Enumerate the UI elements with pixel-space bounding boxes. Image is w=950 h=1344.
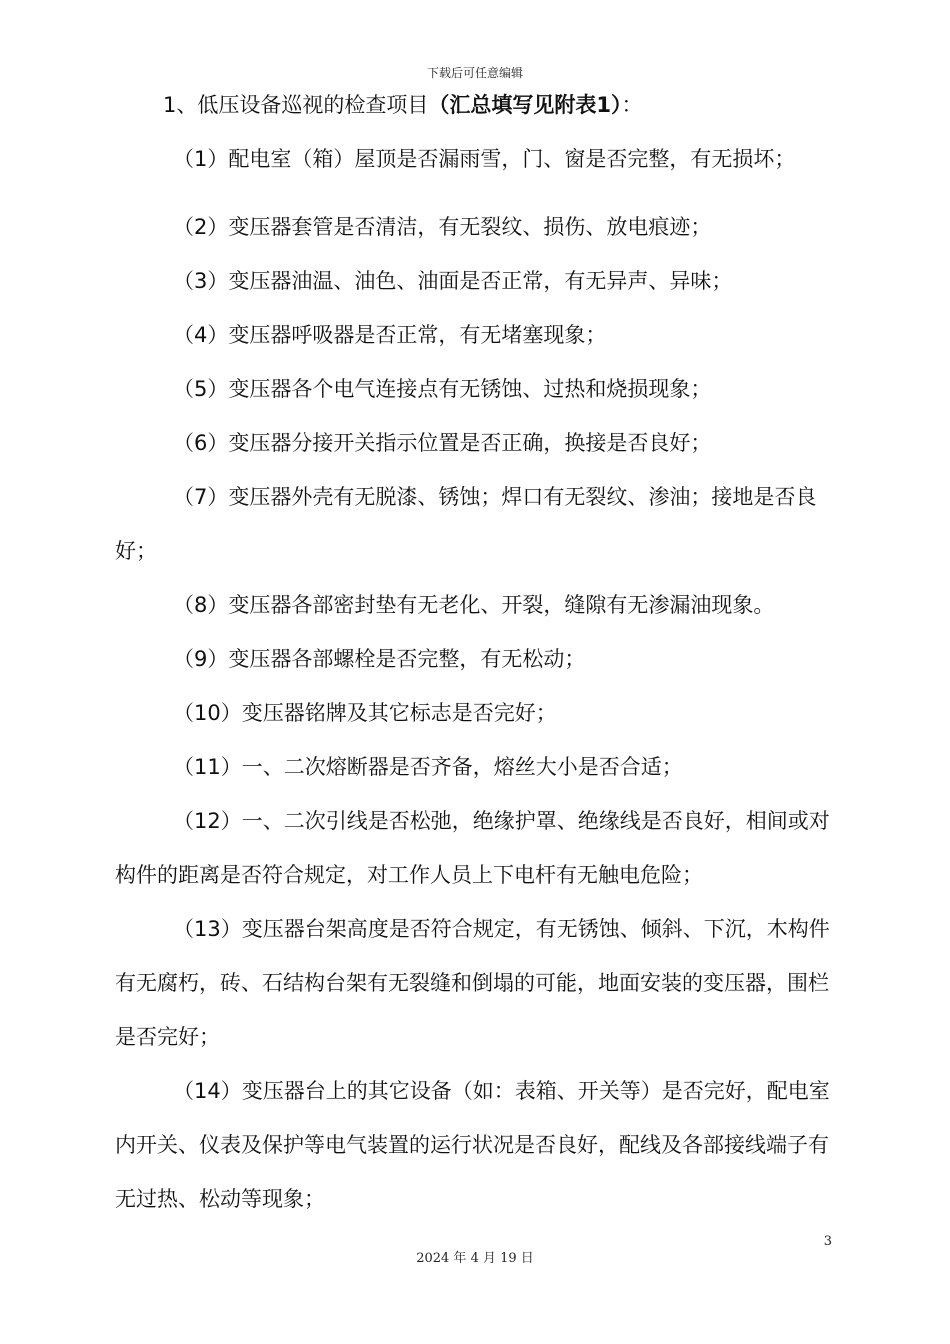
section-title-prefix: 1、低压设备巡视的检查项目 bbox=[163, 93, 429, 117]
inspection-item-14: （14）变压器台上的其它设备（如：表箱、开关等）是否完好，配电室内开关、仪表及保护等电气装置的运行状况是否良好，配线及各部接线端子有无过热、松动等现象； bbox=[115, 1079, 830, 1211]
inspection-item-6: （6）变压器分接开关指示位置是否正确，换接是否良好； bbox=[173, 431, 712, 455]
inspection-item-7: （7）变压器外壳有无脱漆、锈蚀；焊口有无裂纹、渗油；接地是否良好； bbox=[115, 485, 817, 563]
inspection-item-8: （8）变压器各部密封垫有无老化、开裂，缝隙有无渗漏油现象。 bbox=[173, 593, 775, 617]
section-title-suffix: ： bbox=[621, 93, 643, 117]
inspection-item-1: （1）配电室（箱）屋顶是否漏雨雪，门、窗是否完整，有无损坏； bbox=[173, 147, 796, 171]
inspection-item-3: （3）变压器油温、油色、油面是否正常，有无异声、异味； bbox=[173, 269, 733, 293]
footer-date: 2024 年 4 月 19 日 bbox=[416, 1251, 534, 1266]
inspection-item-4: （4）变压器呼吸器是否正常，有无堵塞现象； bbox=[173, 323, 607, 347]
page-number: 3 bbox=[823, 1234, 832, 1249]
inspection-item-11: （11）一、二次熔断器是否齐备，熔丝大小是否合适； bbox=[173, 755, 683, 779]
inspection-item-12: （12）一、二次引线是否松弛，绝缘护罩、绝缘线是否良好，相间或对构件的距离是否符合规定，对工作人员上下电杆有无触电危险； bbox=[115, 809, 830, 887]
document-body bbox=[115, 90, 840, 1226]
inspection-item-2: （2）变压器套管是否清洁，有无裂纹、损伤、放电痕迹； bbox=[173, 215, 712, 239]
inspection-item-9: （9）变压器各部螺栓是否完整，有无松动； bbox=[173, 647, 586, 671]
inspection-item-5: （5）变压器各个电气连接点有无锈蚀、过热和烧损现象； bbox=[173, 377, 712, 401]
section-title-bold: （汇总填写见附表1） bbox=[428, 93, 622, 117]
header-note: 下载后可任意编辑 bbox=[426, 66, 523, 80]
section-heading bbox=[115, 90, 840, 120]
inspection-item-10: （10）变压器铭牌及其它标志是否完好； bbox=[173, 701, 557, 725]
inspection-item-13: （13）变压器台架高度是否符合规定，有无锈蚀、倾斜、下沉，木构件有无腐朽，砖、石结构台架有无裂缝和倒塌的可能，地面安装的变压器，围栏是否完好； bbox=[115, 917, 830, 1049]
